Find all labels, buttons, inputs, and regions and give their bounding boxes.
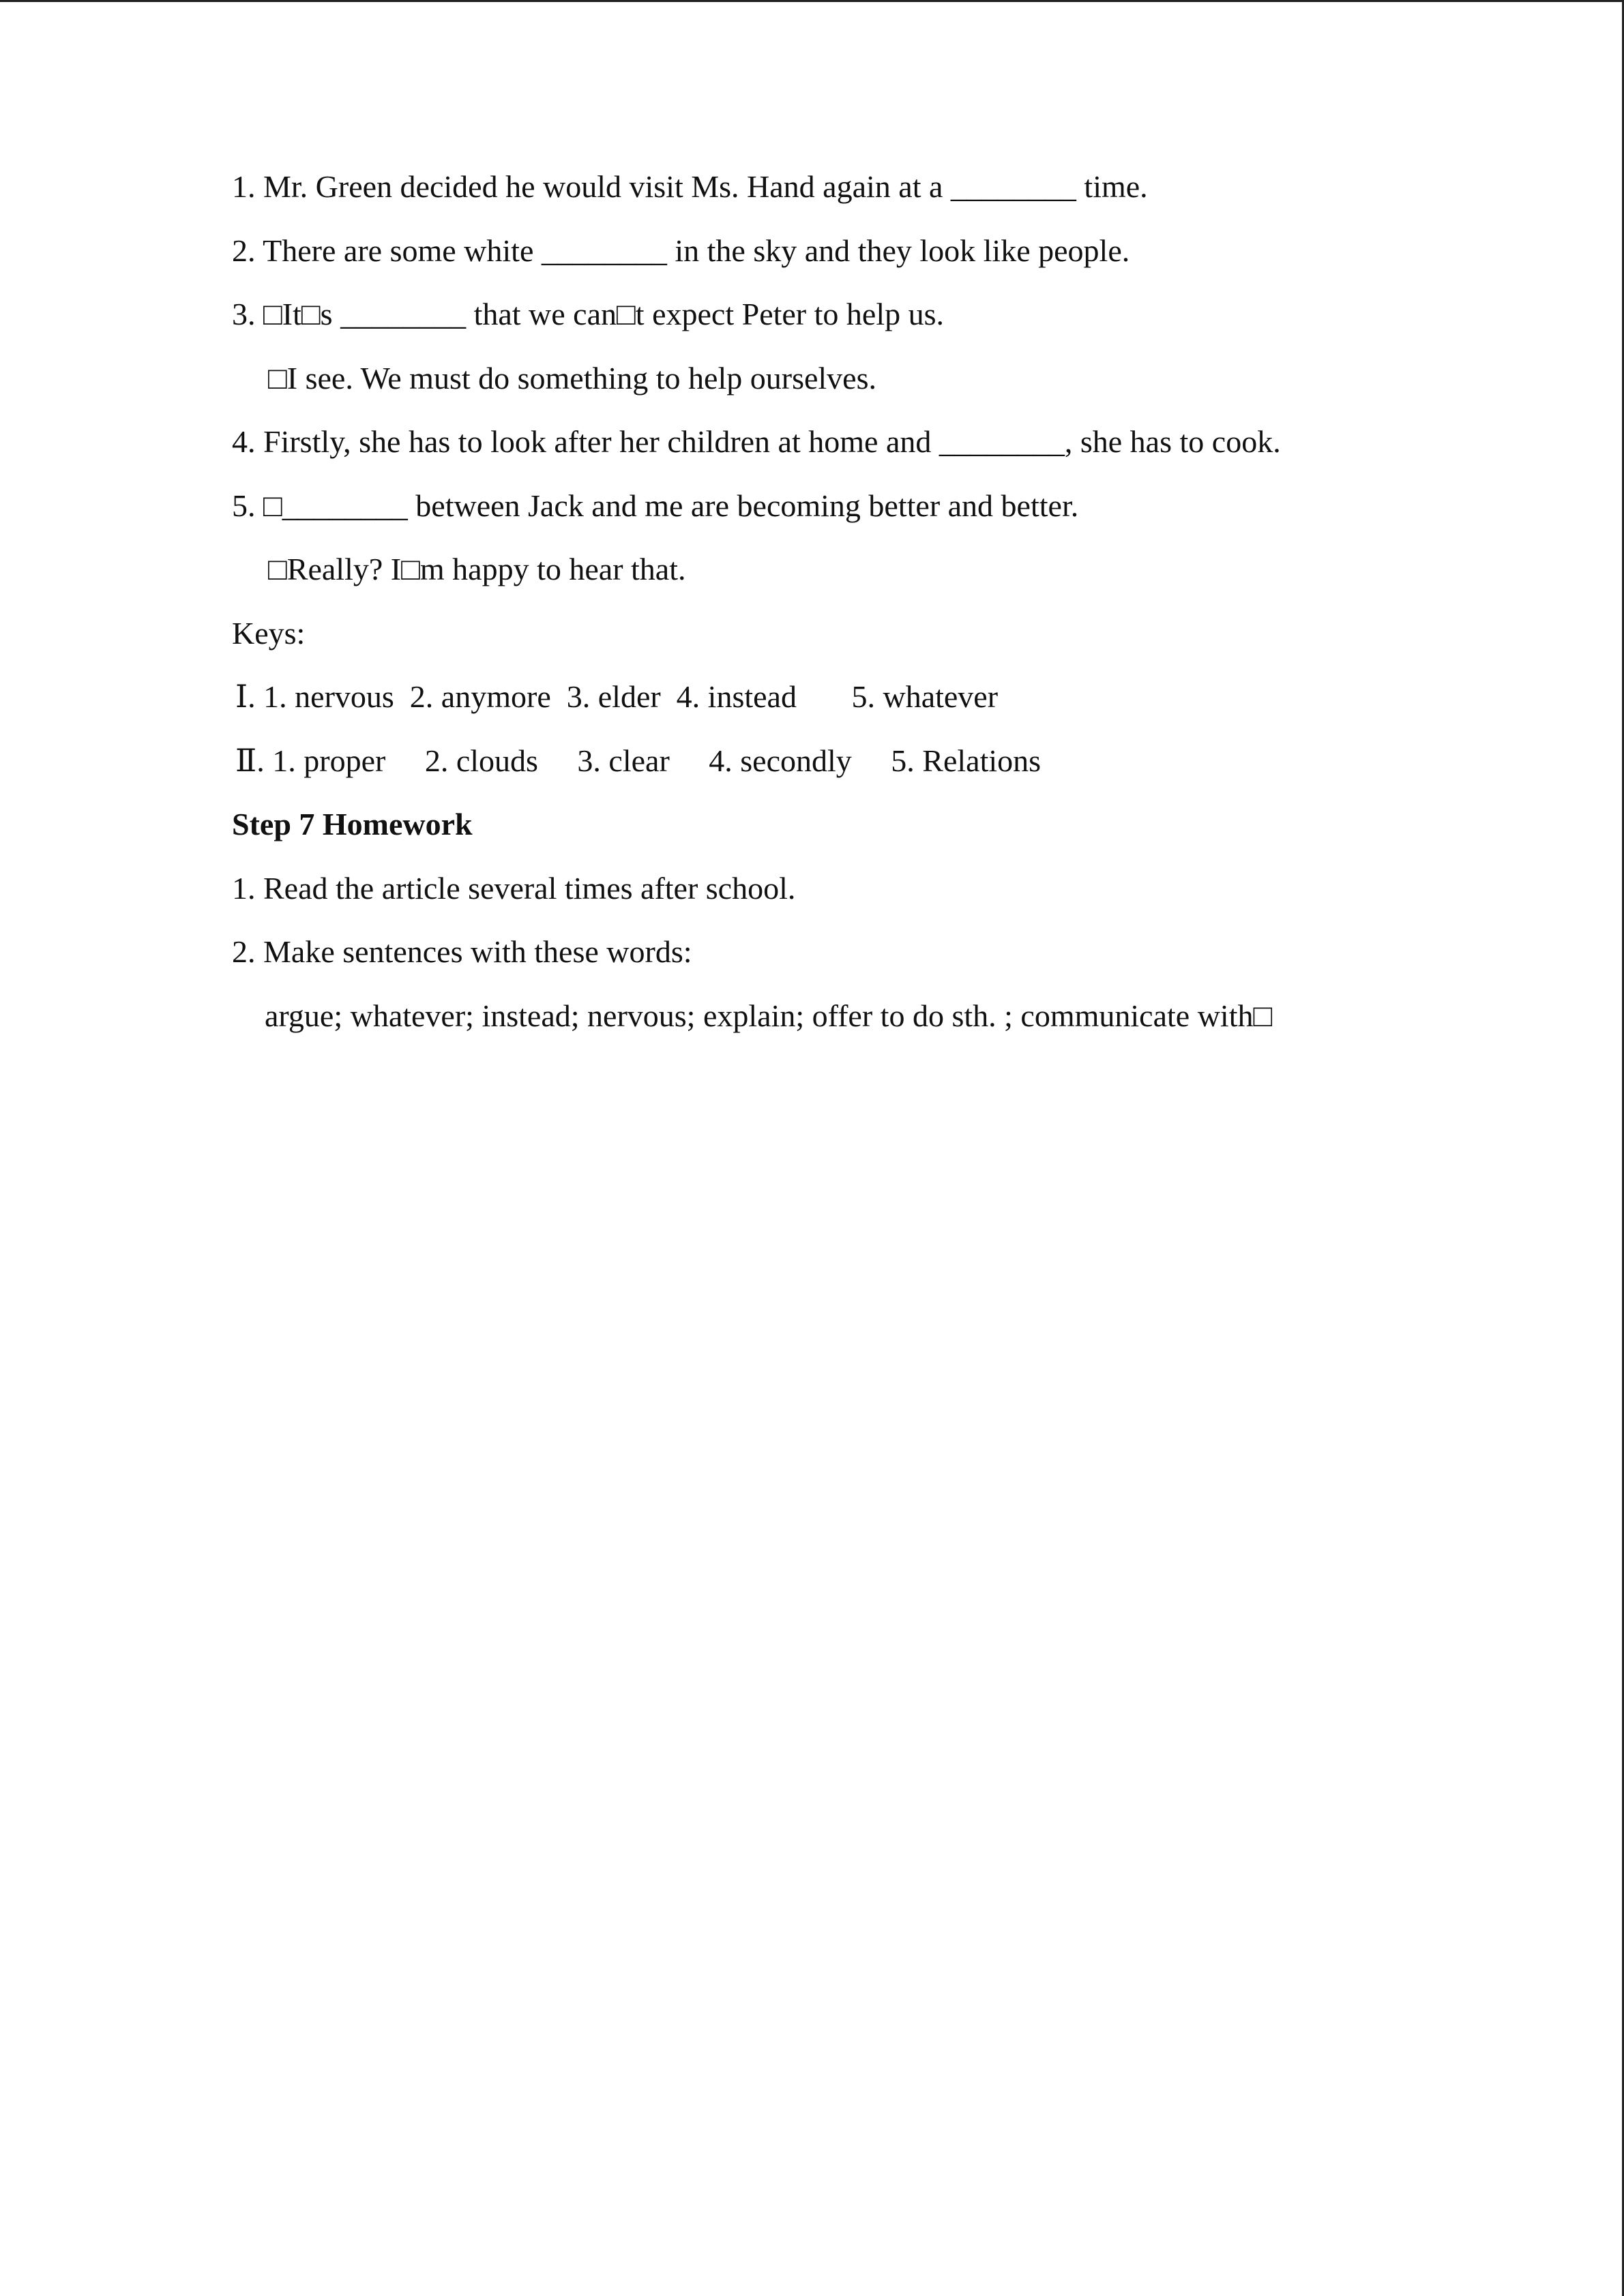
exercise-q5-reply: □Really? I□m happy to hear that. [268,552,686,586]
exercise-q2: 2. There are some white ________ in the sky and they look like people. [232,233,1130,268]
exercise-q4: 4. Firstly, she has to look after her children at home and ________, she has to cook. [232,424,1281,459]
keys-row-1: Ⅰ. 1. nervous 2. anymore 3. elder 4. instead 5. whatever [235,679,999,714]
homework-item-2: 2. Make sentences with these words: [232,934,692,969]
page-border-top [0,0,1624,2]
keys-label: Keys: [232,616,306,651]
exercise-q1: 1. Mr. Green decided he would visit Ms. Hand again at a ________ time. [232,169,1148,204]
homework-heading: Step 7 Homework [232,807,473,841]
exercise-q3-prompt: 3. □It□s ________ that we can□t expect Peter to help us. [232,297,945,331]
homework-item-1: 1. Read the article several times after school. [232,871,796,906]
homework-word-list: argue; whatever; instead; nervous; explain; offer to do sth. ; communicate with□ [265,998,1273,1033]
keys-row-2: Ⅱ. 1. proper 2. clouds 3. clear 4. secondly 5. Relations [235,743,1042,778]
exercise-q3-reply: □I see. We must do something to help ourselves. [268,361,876,396]
exercise-q5-prompt: 5. □________ between Jack and me are becoming better and better. [232,488,1079,523]
